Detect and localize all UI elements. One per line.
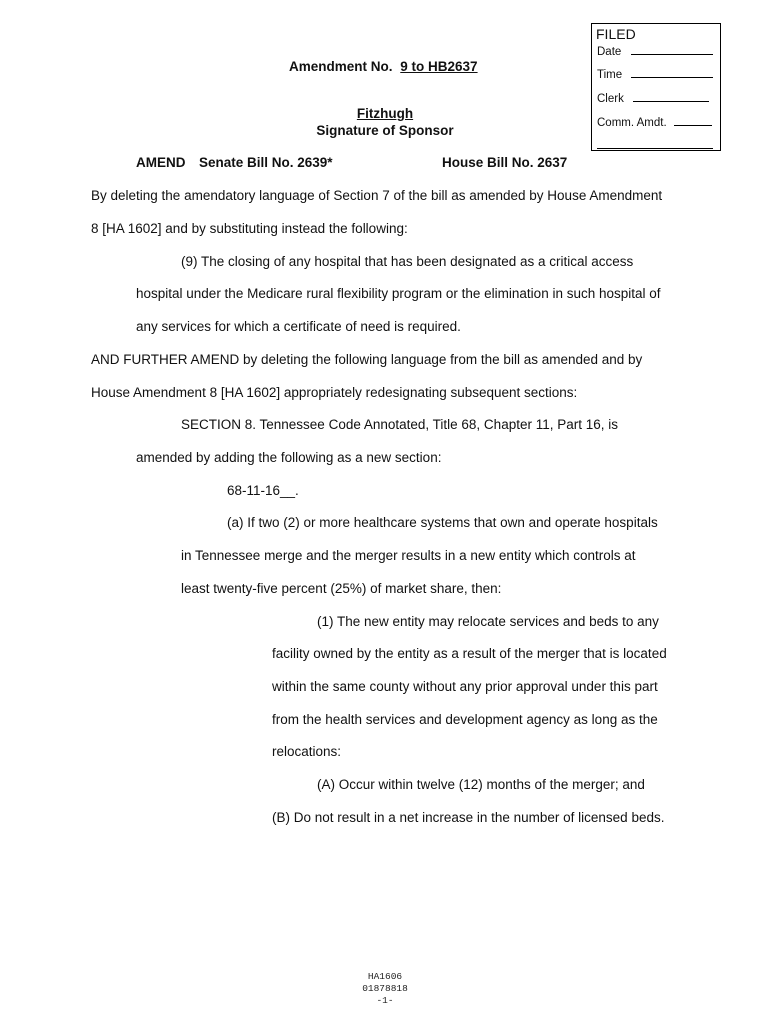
body-line: House Amendment 8 [HA 1602] appropriately redesignating subsequent sections: [91, 385, 578, 400]
body-line: By deleting the amendatory language of Section 7 of the bill as amended by House Amendment [91, 188, 663, 203]
body-line: amended by adding the following as a new section: [136, 450, 442, 465]
filed-comm-amdt-blank [674, 115, 712, 126]
footer-document-number: 01878818 [362, 983, 408, 994]
filed-time-row [597, 67, 713, 82]
body-line: facility owned by the entity as a result of the merger that is located [272, 646, 667, 661]
filed-time-blank [631, 67, 713, 78]
filed-comm-amdt-label: Comm. Amdt. [597, 117, 667, 129]
filed-signature-line [597, 148, 713, 149]
body-line: (a) If two (2) or more healthcare systems that own and operate hospitals [227, 515, 658, 530]
house-bill-number: House Bill No. 2637 [442, 155, 568, 170]
body-line: from the health services and development agency as long as the [272, 712, 658, 727]
body-line: SECTION 8. Tennessee Code Annotated, Title 68, Chapter 11, Part 16, is [181, 417, 619, 432]
sponsor-caption: Signature of Sponsor [316, 123, 454, 138]
amendment-number: 9 to HB2637 [400, 59, 478, 74]
footer-page-number: -1- [376, 995, 394, 1006]
filed-date-row [597, 44, 713, 59]
body-line: relocations: [272, 744, 342, 759]
sponsor-name: Fitzhugh [356, 106, 414, 121]
body-line: (B) Do not result in a net increase in the number of licensed beds. [272, 810, 665, 825]
body-line: 68-11-16__. [227, 483, 299, 498]
body-line: 8 [HA 1602] and by substituting instead the following: [91, 221, 408, 236]
body-line: hospital under the Medicare rural flexibility program or the elimination in such hospital of [136, 286, 661, 301]
filed-stamp-box [591, 23, 721, 151]
filed-time-label: Time [597, 69, 623, 81]
body-line: AND FURTHER AMEND by deleting the following language from the bill as amended and by [91, 352, 643, 367]
filed-comm-amdt-row [597, 115, 712, 130]
body-line: (1) The new entity may relocate services and beds to any [317, 614, 659, 629]
body-line: within the same county without any prior approval under this part [272, 679, 658, 694]
amendment-prefix: Amendment No. [289, 59, 393, 74]
filed-date-blank [631, 44, 713, 55]
body-line: (9) The closing of any hospital that has been designated as a critical access [181, 254, 634, 269]
filed-title: FILED [596, 26, 636, 42]
footer-amendment-code: HA1606 [367, 971, 403, 982]
body-line: least twenty-five percent (25%) of market share, then: [181, 581, 502, 596]
filed-clerk-blank [633, 91, 709, 102]
body-line: in Tennessee merge and the merger results in a new entity which controls at [181, 548, 636, 563]
amend-label: AMEND [136, 155, 186, 170]
filed-clerk-row [597, 91, 709, 106]
body-line: (A) Occur within twelve (12) months of the merger; and [317, 777, 645, 792]
filed-date-label: Date [597, 46, 622, 58]
senate-bill-number: Senate Bill No. 2639* [199, 155, 333, 170]
filed-clerk-label: Clerk [597, 93, 624, 105]
body-line: any services for which a certificate of need is required. [136, 319, 461, 334]
amendment-heading [289, 59, 478, 75]
